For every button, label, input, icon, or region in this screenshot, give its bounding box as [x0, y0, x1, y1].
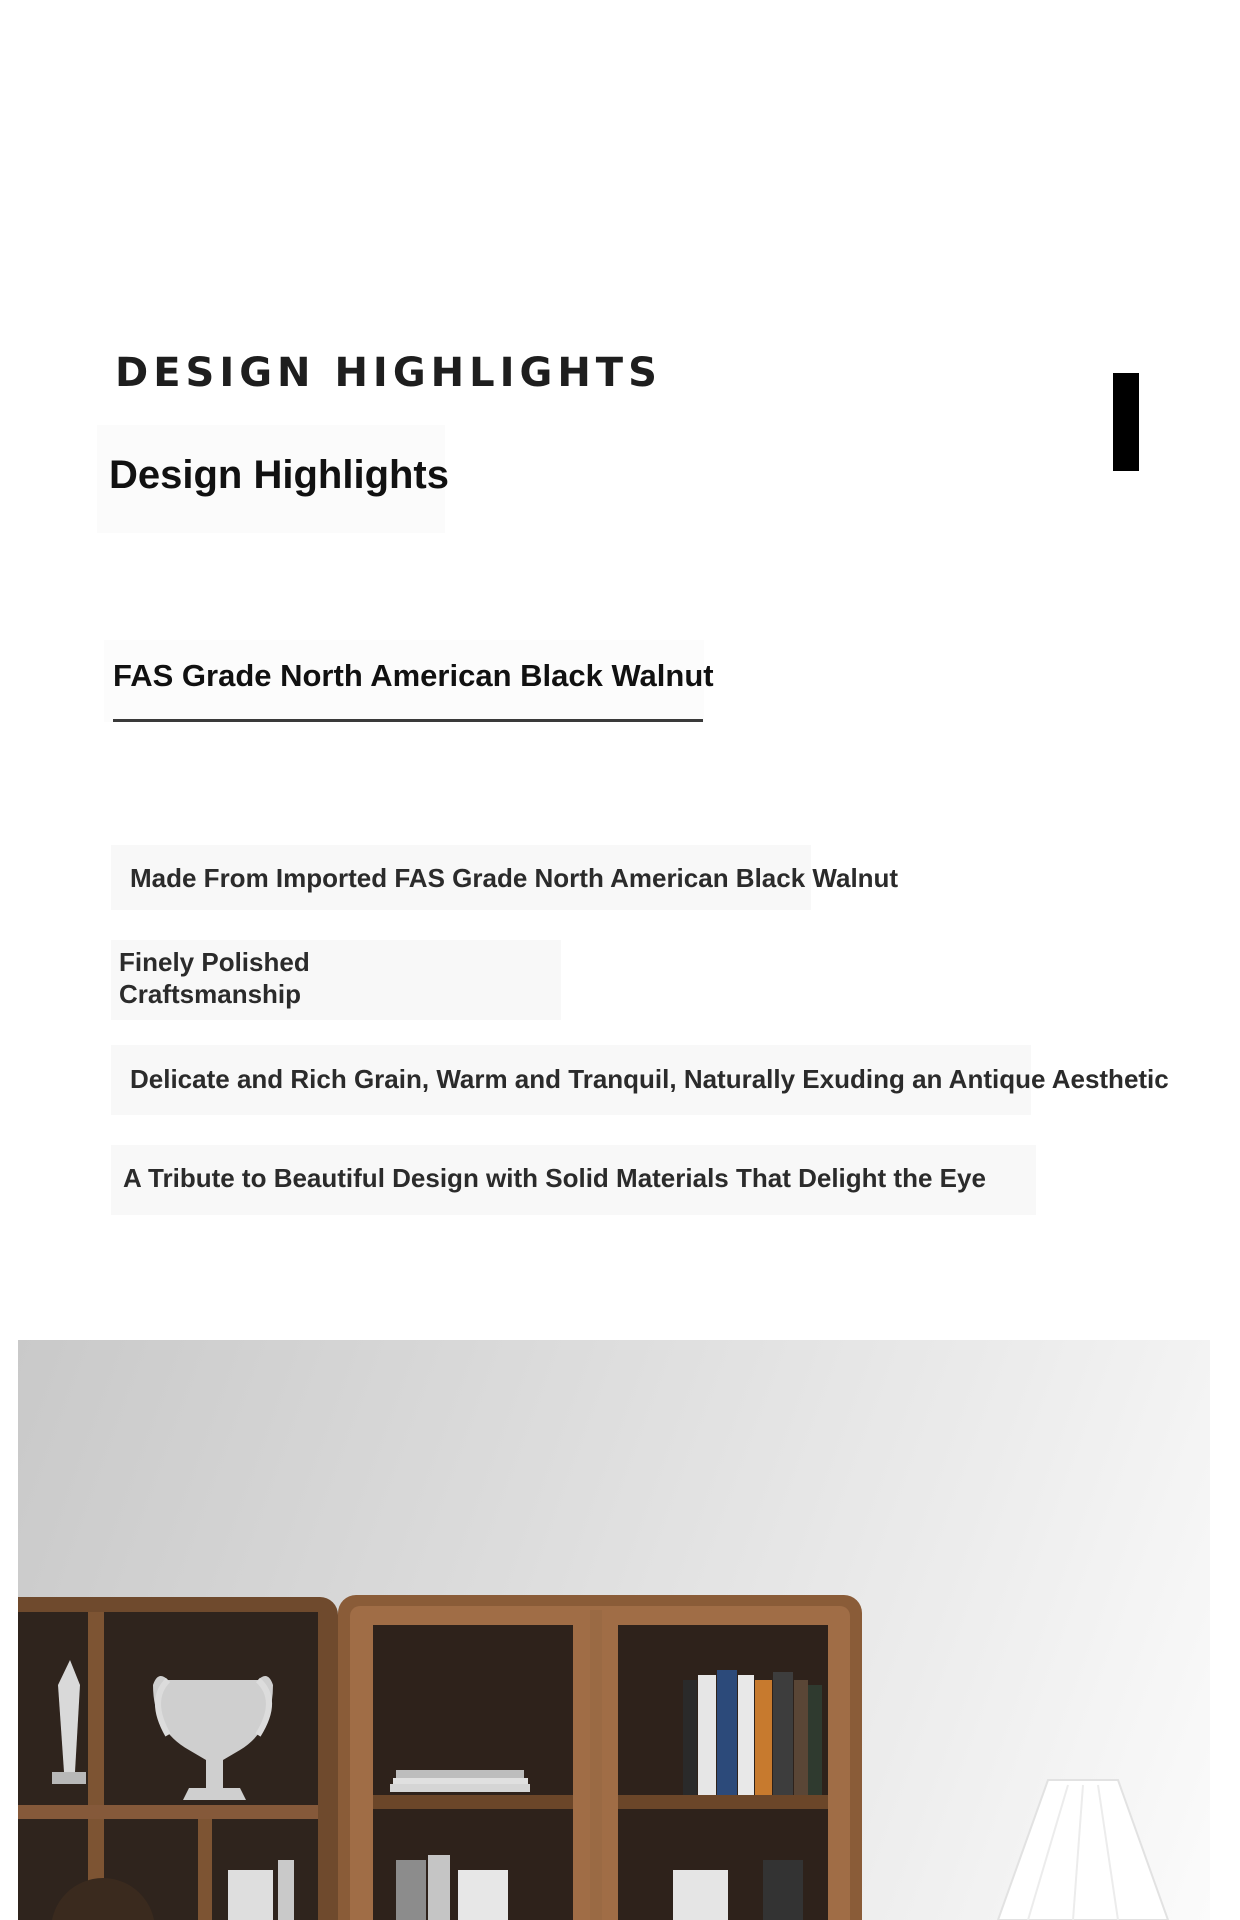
table-lamp: [998, 1780, 1168, 1920]
page-title: DESIGN HIGHLIGHTS: [115, 350, 662, 396]
feature-item: A Tribute to Beautiful Design with Solid Materials That Delight the Eye: [123, 1163, 986, 1193]
accent-bar: [1113, 373, 1139, 471]
feature-item: Delicate and Rich Grain, Warm and Tranquil, Naturally Exuding an Antique Aesthetic: [130, 1064, 1169, 1094]
material-heading: FAS Grade North American Black Walnut: [113, 658, 714, 693]
feature-item: Finely Polished Craftsmanship: [119, 947, 310, 1009]
walnut-cabinet-illustration: [18, 1340, 1210, 1920]
section-subtitle: Design Highlights: [109, 453, 449, 497]
product-photo: [18, 1340, 1210, 1920]
heading-underline: [113, 719, 703, 722]
feature-item: Made From Imported FAS Grade North American Black Walnut: [130, 863, 899, 893]
